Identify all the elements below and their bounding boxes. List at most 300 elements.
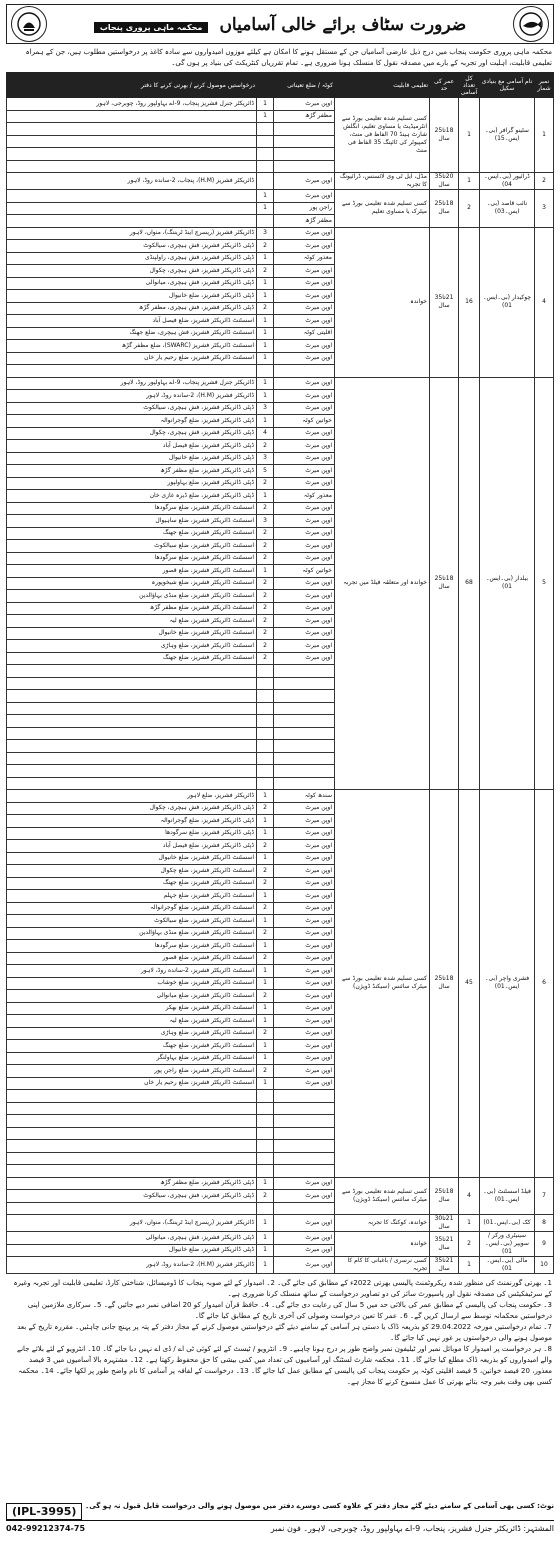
- district-cell: [274, 715, 335, 728]
- serial-cell: 10: [535, 1257, 554, 1274]
- office-cell: ڈپٹی ڈائریکٹر فشریز، ضلع گوجرانوالہ: [7, 415, 257, 428]
- count-cell: 1: [257, 252, 274, 265]
- count-cell: [257, 148, 274, 161]
- col-serial: نمبر شمار: [535, 73, 554, 98]
- count-cell: [257, 727, 274, 740]
- office-cell: اسسٹنٹ ڈائریکٹر فشریز، ضلع لیہ: [7, 615, 257, 628]
- qualification-cell: خواندہ، کوکنگ کا تجربہ: [335, 1215, 430, 1232]
- district-cell: [274, 702, 335, 715]
- district-cell: مظفر گڑھ: [274, 215, 335, 228]
- office-cell: اسسٹنٹ ڈائریکٹر فشریز، ضلع رحیم یار خان: [7, 1077, 257, 1090]
- office-cell: ڈائریکٹر فشریز (H.M)، پنجاب، 2-سانده روڈ، لاہور: [7, 173, 257, 190]
- count-cell: [257, 677, 274, 690]
- age-cell: 20تا35 سال: [430, 173, 459, 190]
- count-cell: 3: [257, 452, 274, 465]
- table-row: [7, 1257, 554, 1274]
- count-cell: 2: [257, 1027, 274, 1040]
- post-cell: فشری واچر (بی۔ایس۔01): [480, 790, 535, 1178]
- office-cell: اسسٹنٹ ڈائریکٹر فشریز، ضلع راجن پور: [7, 1065, 257, 1078]
- count-cell: 3: [257, 515, 274, 528]
- office-cell: اسسٹنٹ ڈائریکٹر فشریز، ضلع رحیم یار خان: [7, 352, 257, 365]
- district-cell: [274, 1102, 335, 1115]
- table-row: [7, 790, 554, 803]
- vacancies-body: [7, 98, 554, 1274]
- count-cell: 1: [257, 490, 274, 503]
- office-cell: ڈپٹی ڈائریکٹر فشریز، ضلع مظفر گڑھ: [7, 1177, 257, 1190]
- district-cell: اوپن میرٹ: [274, 927, 335, 940]
- district-cell: [274, 1202, 335, 1215]
- count-cell: 1: [257, 827, 274, 840]
- district-cell: اوپن میرٹ: [274, 1244, 335, 1257]
- title-block: [51, 14, 509, 35]
- district-cell: اوپن میرٹ: [274, 977, 335, 990]
- count-cell: 1: [257, 565, 274, 578]
- quantity-cell: 1: [459, 173, 480, 190]
- count-cell: [257, 752, 274, 765]
- office-cell: اسسٹنٹ ڈائریکٹر فشریز، ضلع خوشاب: [7, 977, 257, 990]
- advertiser-block: [6, 1520, 554, 1533]
- district-cell: [274, 148, 335, 161]
- count-cell: [257, 1202, 274, 1215]
- count-cell: 2: [257, 302, 274, 315]
- office-cell: اسسٹنٹ ڈائریکٹر فشریز، ضلع قصور: [7, 565, 257, 578]
- count-cell: 2: [257, 927, 274, 940]
- quantity-cell: 4: [459, 1177, 480, 1215]
- office-cell: ڈائریکٹر فشریز، ضلع لاہور: [7, 790, 257, 803]
- office-cell: اسسٹنٹ ڈائریکٹر فشریز، ضلع منڈی بہاؤالدین: [7, 927, 257, 940]
- count-cell: 3: [257, 227, 274, 240]
- count-cell: 1: [257, 110, 274, 123]
- district-cell: اوپن میرٹ: [274, 1015, 335, 1028]
- count-cell: 2: [257, 240, 274, 253]
- office-cell: اسسٹنٹ ڈائریکٹر فشریز، ضلع شیخوپورہ: [7, 577, 257, 590]
- office-cell: اسسٹنٹ ڈائریکٹر فشریز، ضلع چکوال: [7, 865, 257, 878]
- district-cell: معذور کوٹہ: [274, 252, 335, 265]
- office-cell: اسسٹنٹ ڈائریکٹر فشریز، ضلع سرگودھا: [7, 552, 257, 565]
- office-cell: [7, 702, 257, 715]
- count-cell: 2: [257, 1065, 274, 1078]
- age-cell: 18تا25 سال: [430, 1177, 459, 1215]
- district-cell: اوپن میرٹ: [274, 265, 335, 278]
- quantity-cell: 2: [459, 190, 480, 228]
- district-cell: [274, 123, 335, 136]
- count-cell: 2: [257, 502, 274, 515]
- office-cell: [7, 765, 257, 778]
- district-cell: اوپن میرٹ: [274, 452, 335, 465]
- district-cell: اوپن میرٹ: [274, 1257, 335, 1274]
- district-cell: [274, 740, 335, 753]
- count-cell: [257, 215, 274, 228]
- count-cell: [257, 1152, 274, 1165]
- count-cell: 1: [257, 202, 274, 215]
- office-cell: [7, 715, 257, 728]
- count-cell: 1: [257, 965, 274, 978]
- district-cell: [274, 1140, 335, 1153]
- qualification-cell: کسی تسلیم شدہ تعلیمی بورڈ سے میٹرک سائنس (سیکنڈ ڈویژن): [335, 790, 430, 1178]
- office-cell: اسسٹنٹ ڈائریکٹر فشریز، ضلع بہاولنگر: [7, 1052, 257, 1065]
- advertiser-phone: 042-99212374-75: [6, 1524, 86, 1533]
- district-cell: اوپن میرٹ: [274, 302, 335, 315]
- district-cell: اوپن میرٹ: [274, 602, 335, 615]
- serial-cell: 4: [535, 227, 554, 377]
- final-note: نوٹ: کسی بھی آسامی کے سامنے دیئے گئے مجاز دفتر کے علاوہ کسی دوسرے دفتر میں موصول ہونے والی درخواست قابل قبول نہ ہو گی۔: [85, 1502, 554, 1510]
- office-cell: اسسٹنٹ ڈائریکٹر فشریز، ضلع سرگودھا: [7, 502, 257, 515]
- count-cell: 2: [257, 802, 274, 815]
- table-row: [7, 1232, 554, 1245]
- office-cell: اسسٹنٹ ڈائریکٹر فشریز، ضلع گوجرانوالہ: [7, 902, 257, 915]
- post-cell: بیلدار (بی۔ایس۔01): [480, 377, 535, 790]
- table-row: [7, 190, 554, 203]
- office-cell: ڈپٹی ڈائریکٹر فشریز، فش ہیچری، سیالکوٹ: [7, 1190, 257, 1203]
- count-cell: 1: [257, 890, 274, 903]
- count-cell: 2: [257, 552, 274, 565]
- qualification-cell: خواندہ: [335, 227, 430, 377]
- office-cell: اسسٹنٹ ڈائریکٹر فشریز، ضلع وہاڑی: [7, 640, 257, 653]
- office-cell: اسسٹنٹ ڈائریکٹر فشریز، ضلع میانوالی: [7, 990, 257, 1003]
- age-cell: 18تا25 سال: [430, 377, 459, 790]
- district-cell: اوپن میرٹ: [274, 315, 335, 328]
- office-cell: اسسٹنٹ ڈائریکٹر فشریز، فش ہیچری، ضلع جھنگ: [7, 327, 257, 340]
- ipl-number: (IPL-3995): [6, 1503, 82, 1520]
- count-cell: [257, 740, 274, 753]
- table-row: [7, 173, 554, 190]
- serial-cell: 6: [535, 790, 554, 1178]
- page-title: ضرورت سٹاف برائے خالی آسامیاں: [219, 14, 467, 35]
- district-cell: [274, 765, 335, 778]
- count-cell: 2: [257, 477, 274, 490]
- district-cell: [274, 727, 335, 740]
- district-cell: اوپن میرٹ: [274, 552, 335, 565]
- quantity-cell: 68: [459, 377, 480, 790]
- district-cell: خواتین کوٹہ: [274, 415, 335, 428]
- post-cell: مالی (بی۔ایس۔01): [480, 1257, 535, 1274]
- count-cell: 1: [257, 815, 274, 828]
- count-cell: 2: [257, 590, 274, 603]
- note-paragraph: 7۔ تمام درخواستیں مورخہ 29.04.2022 کو بذریعہ ڈاک یا دستی ہر آسامی کے سامنے دیئے گئے درخواستیں موصول کرنے کے مجاز دفتر کے پتہ پر پہنچ جانی چاہئیں۔ مقررہ تاریخ کے بعد موصول ہونے والی درخواستوں پر غور نہیں کیا جائے گا۔: [17, 1323, 552, 1342]
- district-cell: اوپن میرٹ: [274, 815, 335, 828]
- office-cell: اسسٹنٹ ڈائریکٹر فشریز، ضلع جہلم: [7, 890, 257, 903]
- post-cell: چوکیدار (بی۔ایس۔01): [480, 227, 535, 377]
- count-cell: 1: [257, 1232, 274, 1245]
- office-cell: ڈپٹی ڈائریکٹر فشریز، فش ہیچری، سیالکوٹ: [7, 240, 257, 253]
- district-cell: اوپن میرٹ: [274, 890, 335, 903]
- office-cell: [7, 1102, 257, 1115]
- serial-cell: 2: [535, 173, 554, 190]
- office-cell: [7, 110, 257, 123]
- office-cell: اسسٹنٹ ڈائریکٹر فشریز، ضلع خانیوال: [7, 852, 257, 865]
- district-cell: خواتین کوٹہ: [274, 565, 335, 578]
- office-cell: [7, 677, 257, 690]
- office-cell: ڈپٹی ڈائریکٹر فشریز، فش ہیچری، چکوال: [7, 265, 257, 278]
- count-cell: [257, 160, 274, 173]
- office-cell: ڈپٹی ڈائریکٹر فشریز، فش ہیچری، چکوال: [7, 427, 257, 440]
- count-cell: 2: [257, 990, 274, 1003]
- count-cell: 1: [257, 915, 274, 928]
- fisheries-dept-logo-icon: [513, 6, 549, 42]
- serial-cell: 1: [535, 98, 554, 173]
- serial-cell: 9: [535, 1232, 554, 1257]
- district-cell: اوپن میرٹ: [274, 227, 335, 240]
- office-cell: اسسٹنٹ ڈائریکٹر فشریز، ضلع وہاڑی: [7, 1027, 257, 1040]
- district-cell: اوپن میرٹ: [274, 240, 335, 253]
- district-cell: اوپن میرٹ: [274, 377, 335, 390]
- district-cell: اوپن میرٹ: [274, 477, 335, 490]
- district-cell: اوپن میرٹ: [274, 852, 335, 865]
- district-cell: اوپن میرٹ: [274, 1077, 335, 1090]
- count-cell: [257, 365, 274, 378]
- office-cell: اسسٹنٹ ڈائریکٹر فشریز (SWARC)، ضلع مظفر گڑھ: [7, 340, 257, 353]
- table-row: [7, 227, 554, 240]
- count-cell: 1: [257, 1052, 274, 1065]
- post-cell: سینیٹری ورکر / سویپر (بی۔ایس۔01): [480, 1232, 535, 1257]
- table-row: [7, 1177, 554, 1190]
- office-cell: اسسٹنٹ ڈائریکٹر فشریز، ضلع لیہ: [7, 1015, 257, 1028]
- district-cell: اوپن میرٹ: [274, 390, 335, 403]
- district-cell: [274, 1152, 335, 1165]
- office-cell: ڈپٹی ڈائریکٹر فشریز، ضلع خانیوال: [7, 290, 257, 303]
- district-cell: اوپن میرٹ: [274, 502, 335, 515]
- office-cell: [7, 1115, 257, 1128]
- count-cell: [257, 1090, 274, 1103]
- office-cell: [7, 1152, 257, 1165]
- post-cell: فیلڈ اسسٹنٹ (بی۔ایس۔01): [480, 1177, 535, 1215]
- col-district: کوٹہ / ضلع تعیناتی: [274, 73, 335, 98]
- district-cell: [274, 777, 335, 790]
- office-cell: [7, 365, 257, 378]
- district-cell: اوپن میرٹ: [274, 590, 335, 603]
- district-cell: اوپن میرٹ: [274, 865, 335, 878]
- count-cell: [257, 1127, 274, 1140]
- office-cell: ڈپٹی ڈائریکٹر فشریز، ضلع سرگودھا: [7, 827, 257, 840]
- advertiser-address: المشتہر: ڈائریکٹر جنرل فشریز، پنجاب، 9-اے بہاولپور روڈ، چوبرجی، لاہور۔ فون نمبر: [270, 1524, 554, 1533]
- district-cell: اوپن میرٹ: [274, 173, 335, 190]
- district-cell: اوپن میرٹ: [274, 1065, 335, 1078]
- qualification-cell: کسی تسلیم شدہ تعلیمی بورڈ سے میٹرک سائنس (سیکنڈ ڈویژن): [335, 1177, 430, 1215]
- office-cell: اسسٹنٹ ڈائریکٹر فشریز، ضلع فیصل آباد: [7, 315, 257, 328]
- district-cell: اوپن میرٹ: [274, 640, 335, 653]
- count-cell: 2: [257, 527, 274, 540]
- office-cell: ڈپٹی ڈائریکٹر فشریز، ضلع فیصل آباد: [7, 440, 257, 453]
- district-cell: اوپن میرٹ: [274, 1040, 335, 1053]
- department-name: محکمہ ماہی پروری پنجاب: [94, 22, 208, 33]
- table-row: [7, 98, 554, 111]
- age-cell: 18تا25 سال: [430, 190, 459, 228]
- office-cell: [7, 740, 257, 753]
- age-cell: 21تا35 سال: [430, 1257, 459, 1274]
- district-cell: اوپن میرٹ: [274, 902, 335, 915]
- district-cell: اوپن میرٹ: [274, 427, 335, 440]
- age-cell: 21تا35 سال: [430, 1232, 459, 1257]
- office-cell: ڈپٹی ڈائریکٹر فشریز، فش ہیچری، مظفر گڑھ: [7, 302, 257, 315]
- district-cell: اوپن میرٹ: [274, 802, 335, 815]
- district-cell: راجن پور: [274, 202, 335, 215]
- office-cell: ڈائریکٹر فشریز (H.M)، 2-سانده روڈ، لاہور: [7, 390, 257, 403]
- office-cell: [7, 690, 257, 703]
- office-cell: ڈائریکٹر فشریز (H.M)، 2-سانده روڈ، لاہور: [7, 1257, 257, 1274]
- office-cell: [7, 777, 257, 790]
- count-cell: 1: [257, 1002, 274, 1015]
- district-cell: اوپن میرٹ: [274, 827, 335, 840]
- office-cell: اسسٹنٹ ڈائریکٹر فشریز، ضلع مظفر گڑھ: [7, 602, 257, 615]
- district-cell: اوپن میرٹ: [274, 952, 335, 965]
- office-cell: [7, 1140, 257, 1153]
- count-cell: [257, 173, 274, 190]
- count-cell: 2: [257, 1190, 274, 1203]
- count-cell: 2: [257, 902, 274, 915]
- count-cell: [257, 715, 274, 728]
- count-cell: 4: [257, 427, 274, 440]
- district-cell: اوپن میرٹ: [274, 1232, 335, 1245]
- district-cell: سندھ کوٹہ: [274, 790, 335, 803]
- office-cell: [7, 752, 257, 765]
- district-cell: اوپن میرٹ: [274, 527, 335, 540]
- serial-cell: 3: [535, 190, 554, 228]
- quantity-cell: 1: [459, 1257, 480, 1274]
- office-cell: [7, 1202, 257, 1215]
- district-cell: اوپن میرٹ: [274, 98, 335, 111]
- district-cell: اوپن میرٹ: [274, 627, 335, 640]
- col-office: درخواستیں موصول کرنے / بھرتی کرنے کا دفتر: [7, 73, 257, 98]
- count-cell: [257, 1102, 274, 1115]
- vacancies-table: [6, 72, 554, 1274]
- office-cell: اسسٹنٹ ڈائریکٹر فشریز، ضلع قصور: [7, 952, 257, 965]
- office-cell: [7, 202, 257, 215]
- office-cell: اسسٹنٹ ڈائریکٹر فشریز، ضلع سرگودھا: [7, 940, 257, 953]
- district-cell: اوپن میرٹ: [274, 1027, 335, 1040]
- count-cell: 1: [257, 940, 274, 953]
- office-cell: اسسٹنٹ ڈائریکٹر فشریز، ضلع منڈی بہاؤالدین: [7, 590, 257, 603]
- count-cell: 1: [257, 852, 274, 865]
- table-header-row: [7, 73, 554, 98]
- office-cell: اسسٹنٹ ڈائریکٹر فشریز، 2-سانده روڈ، لاہور: [7, 965, 257, 978]
- office-cell: ڈائریکٹر جنرل فشریز پنجاب، 9-اے بہاولپور روڈ، لاہور: [7, 377, 257, 390]
- office-cell: ڈپٹی ڈائریکٹر فشریز، فش ہیچری، راولپنڈی: [7, 252, 257, 265]
- district-cell: اوپن میرٹ: [274, 290, 335, 303]
- district-cell: اوپن میرٹ: [274, 515, 335, 528]
- col-age: عمر کی حد: [430, 73, 459, 98]
- office-cell: اسسٹنٹ ڈائریکٹر فشریز، ضلع بھکر: [7, 1002, 257, 1015]
- office-cell: [7, 190, 257, 203]
- count-cell: [257, 1115, 274, 1128]
- ad-footer: [6, 1500, 554, 1546]
- district-cell: [274, 1165, 335, 1178]
- count-cell: 2: [257, 577, 274, 590]
- count-cell: [257, 765, 274, 778]
- post-cell: ڈرائیور (بی۔ایس۔04): [480, 173, 535, 190]
- serial-cell: 8: [535, 1215, 554, 1232]
- office-cell: اسسٹنٹ ڈائریکٹر فشریز، ضلع سیالکوٹ: [7, 540, 257, 553]
- table-row: [7, 377, 554, 390]
- count-cell: 1: [257, 290, 274, 303]
- count-cell: [257, 777, 274, 790]
- district-cell: اوپن میرٹ: [274, 1177, 335, 1190]
- count-cell: [257, 135, 274, 148]
- office-cell: ڈپٹی ڈائریکٹر فشریز، ضلع بہاولپور: [7, 477, 257, 490]
- district-cell: [274, 365, 335, 378]
- district-cell: اوپن میرٹ: [274, 190, 335, 203]
- district-cell: اوپن میرٹ: [274, 915, 335, 928]
- office-cell: اسسٹنٹ ڈائریکٹر فشریز، ضلع خانیوال: [7, 627, 257, 640]
- district-cell: اوپن میرٹ: [274, 1190, 335, 1203]
- district-cell: اوپن میرٹ: [274, 577, 335, 590]
- office-cell: ڈائریکٹر فشریز (ریسرچ اینڈ ٹریننگ)، منواں، لاہور: [7, 227, 257, 240]
- district-cell: مظفر گڑھ: [274, 110, 335, 123]
- count-cell: 1: [257, 352, 274, 365]
- district-cell: اوپن میرٹ: [274, 652, 335, 665]
- count-cell: 1: [257, 340, 274, 353]
- count-cell: 1: [257, 415, 274, 428]
- col-qualification: تعلیمی قابلیت: [335, 73, 430, 98]
- office-cell: [7, 123, 257, 136]
- note-paragraph: 8۔ ہر درخواست پر امیدوار کا موبائل نمبر اور ٹیلیفون نمبر واضح طور پر درج ہونا چاہیے۔ 9۔ انٹرویو / ٹیسٹ کے لئے کوئی ٹی اے / ڈی اے نہیں دیا جائے گا۔ 10۔ انٹرویو کے لئے بلائے جانے والے امیدواروں کو بذریعہ ڈاک مطلع کیا جائے گا۔ 11۔ محکمہ شارٹ لسٹنگ اور آسامیوں کی تعداد میں کمی بیشی کا حق محفوظ رکھتا ہے۔ 12۔ مشتہرہ بالا آسامیوں میں 3 فیصد معذور، 20 فیصد خواتین، 5 فیصد اقلیتی کوٹہ پر حکومت پنجاب کی پالیسی کے مطابق عمل کیا جائے گا۔ 13۔ درخواست کے لفافہ پر آسامی کا نام واضح طور پر لکھا جائے۔ 14۔ محکمہ کسی بھی وقت بغیر وجہ بتائے بھرتی کا عمل منسوخ کرنے کا مجاز ہے۔: [16, 1345, 552, 1386]
- intro-text: محکمہ ماہی پروری حکومت پنجاب میں درج ذیل عارضی آسامیاں جن کے مستقل ہونے کا امکان ہے کیلئے موزوں امیدواروں سے سادہ کاغذ پر درخواستیں مطلوب ہیں، جن کے ہمراہ تعلیمی قابلیت، اہلیت اور تجربہ کے بارے میں مصدقہ نقول کا منسلک ہونا ضروری ہے۔ تمام تقرریاں کنٹریکٹ کی بنیاد پر ہوں گی۔: [25, 48, 552, 67]
- district-cell: اوپن میرٹ: [274, 277, 335, 290]
- district-cell: اوپن میرٹ: [274, 877, 335, 890]
- count-cell: 1: [257, 390, 274, 403]
- quantity-cell: 1: [459, 1215, 480, 1232]
- count-cell: 2: [257, 840, 274, 853]
- office-cell: ڈپٹی ڈائریکٹر فشریز، ضلع خانیوال: [7, 1244, 257, 1257]
- quantity-cell: 2: [459, 1232, 480, 1257]
- count-cell: 3: [257, 402, 274, 415]
- count-cell: 2: [257, 265, 274, 278]
- col-quantity: کل تعداد آسامی: [459, 73, 480, 98]
- count-cell: 1: [257, 1244, 274, 1257]
- district-cell: اوپن میرٹ: [274, 402, 335, 415]
- office-cell: اسسٹنٹ ڈائریکٹر فشریز، ضلع جھنگ: [7, 652, 257, 665]
- count-cell: 1: [257, 327, 274, 340]
- office-cell: [7, 1090, 257, 1103]
- post-cell: سٹینو گرافر (بی۔ایس۔15): [480, 98, 535, 173]
- qualification-cell: کسی تسلیم شدہ تعلیمی بورڈ سے انٹرمیڈیٹ یا مساوی تعلیم، انگلش شارٹ ہینڈ 70 الفاظ فی منٹ، کمپیوٹر کی ٹائپنگ 35 الفاظ فی منٹ: [335, 98, 430, 173]
- district-cell: [274, 1127, 335, 1140]
- count-cell: [257, 702, 274, 715]
- quantity-cell: 16: [459, 227, 480, 377]
- count-cell: 2: [257, 627, 274, 640]
- count-cell: 1: [257, 377, 274, 390]
- count-cell: 1: [257, 190, 274, 203]
- office-cell: [7, 160, 257, 173]
- count-cell: 1: [257, 315, 274, 328]
- quantity-cell: 45: [459, 790, 480, 1178]
- count-cell: 5: [257, 465, 274, 478]
- district-cell: اوپن میرٹ: [274, 540, 335, 553]
- office-cell: ڈائریکٹر جنرل فشریز پنجاب، 9-اے بہاولپور روڈ، چوبرجی، لاہور: [7, 98, 257, 111]
- ad-header: [6, 4, 554, 44]
- district-cell: اوپن میرٹ: [274, 1002, 335, 1015]
- office-cell: [7, 1127, 257, 1140]
- count-cell: 1: [257, 790, 274, 803]
- office-cell: [7, 665, 257, 678]
- count-cell: 1: [257, 1077, 274, 1090]
- post-cell: کک (بی۔ایس۔01): [480, 1215, 535, 1232]
- district-cell: [274, 690, 335, 703]
- district-cell: [274, 1115, 335, 1128]
- qualification-cell: کسی تسلیم شدہ تعلیمی بورڈ سے میٹرک یا مساوی تعلیم: [335, 190, 430, 228]
- count-cell: 2: [257, 540, 274, 553]
- district-cell: [274, 135, 335, 148]
- office-cell: ڈائریکٹر فشریز (ریسرچ اینڈ ٹریننگ)، منواں، لاہور: [7, 1215, 257, 1232]
- office-cell: اسسٹنٹ ڈائریکٹر فشریز، ضلع جھنگ: [7, 1040, 257, 1053]
- office-cell: [7, 1165, 257, 1178]
- age-cell: 18تا25 سال: [430, 98, 459, 173]
- quantity-cell: 1: [459, 98, 480, 173]
- office-cell: ڈپٹی ڈائریکٹر فشریز، ضلع خانیوال: [7, 452, 257, 465]
- office-cell: اسسٹنٹ ڈائریکٹر فشریز، ضلع جھنگ: [7, 877, 257, 890]
- punjab-govt-logo-icon: [11, 6, 47, 42]
- count-cell: 1: [257, 977, 274, 990]
- office-cell: [7, 135, 257, 148]
